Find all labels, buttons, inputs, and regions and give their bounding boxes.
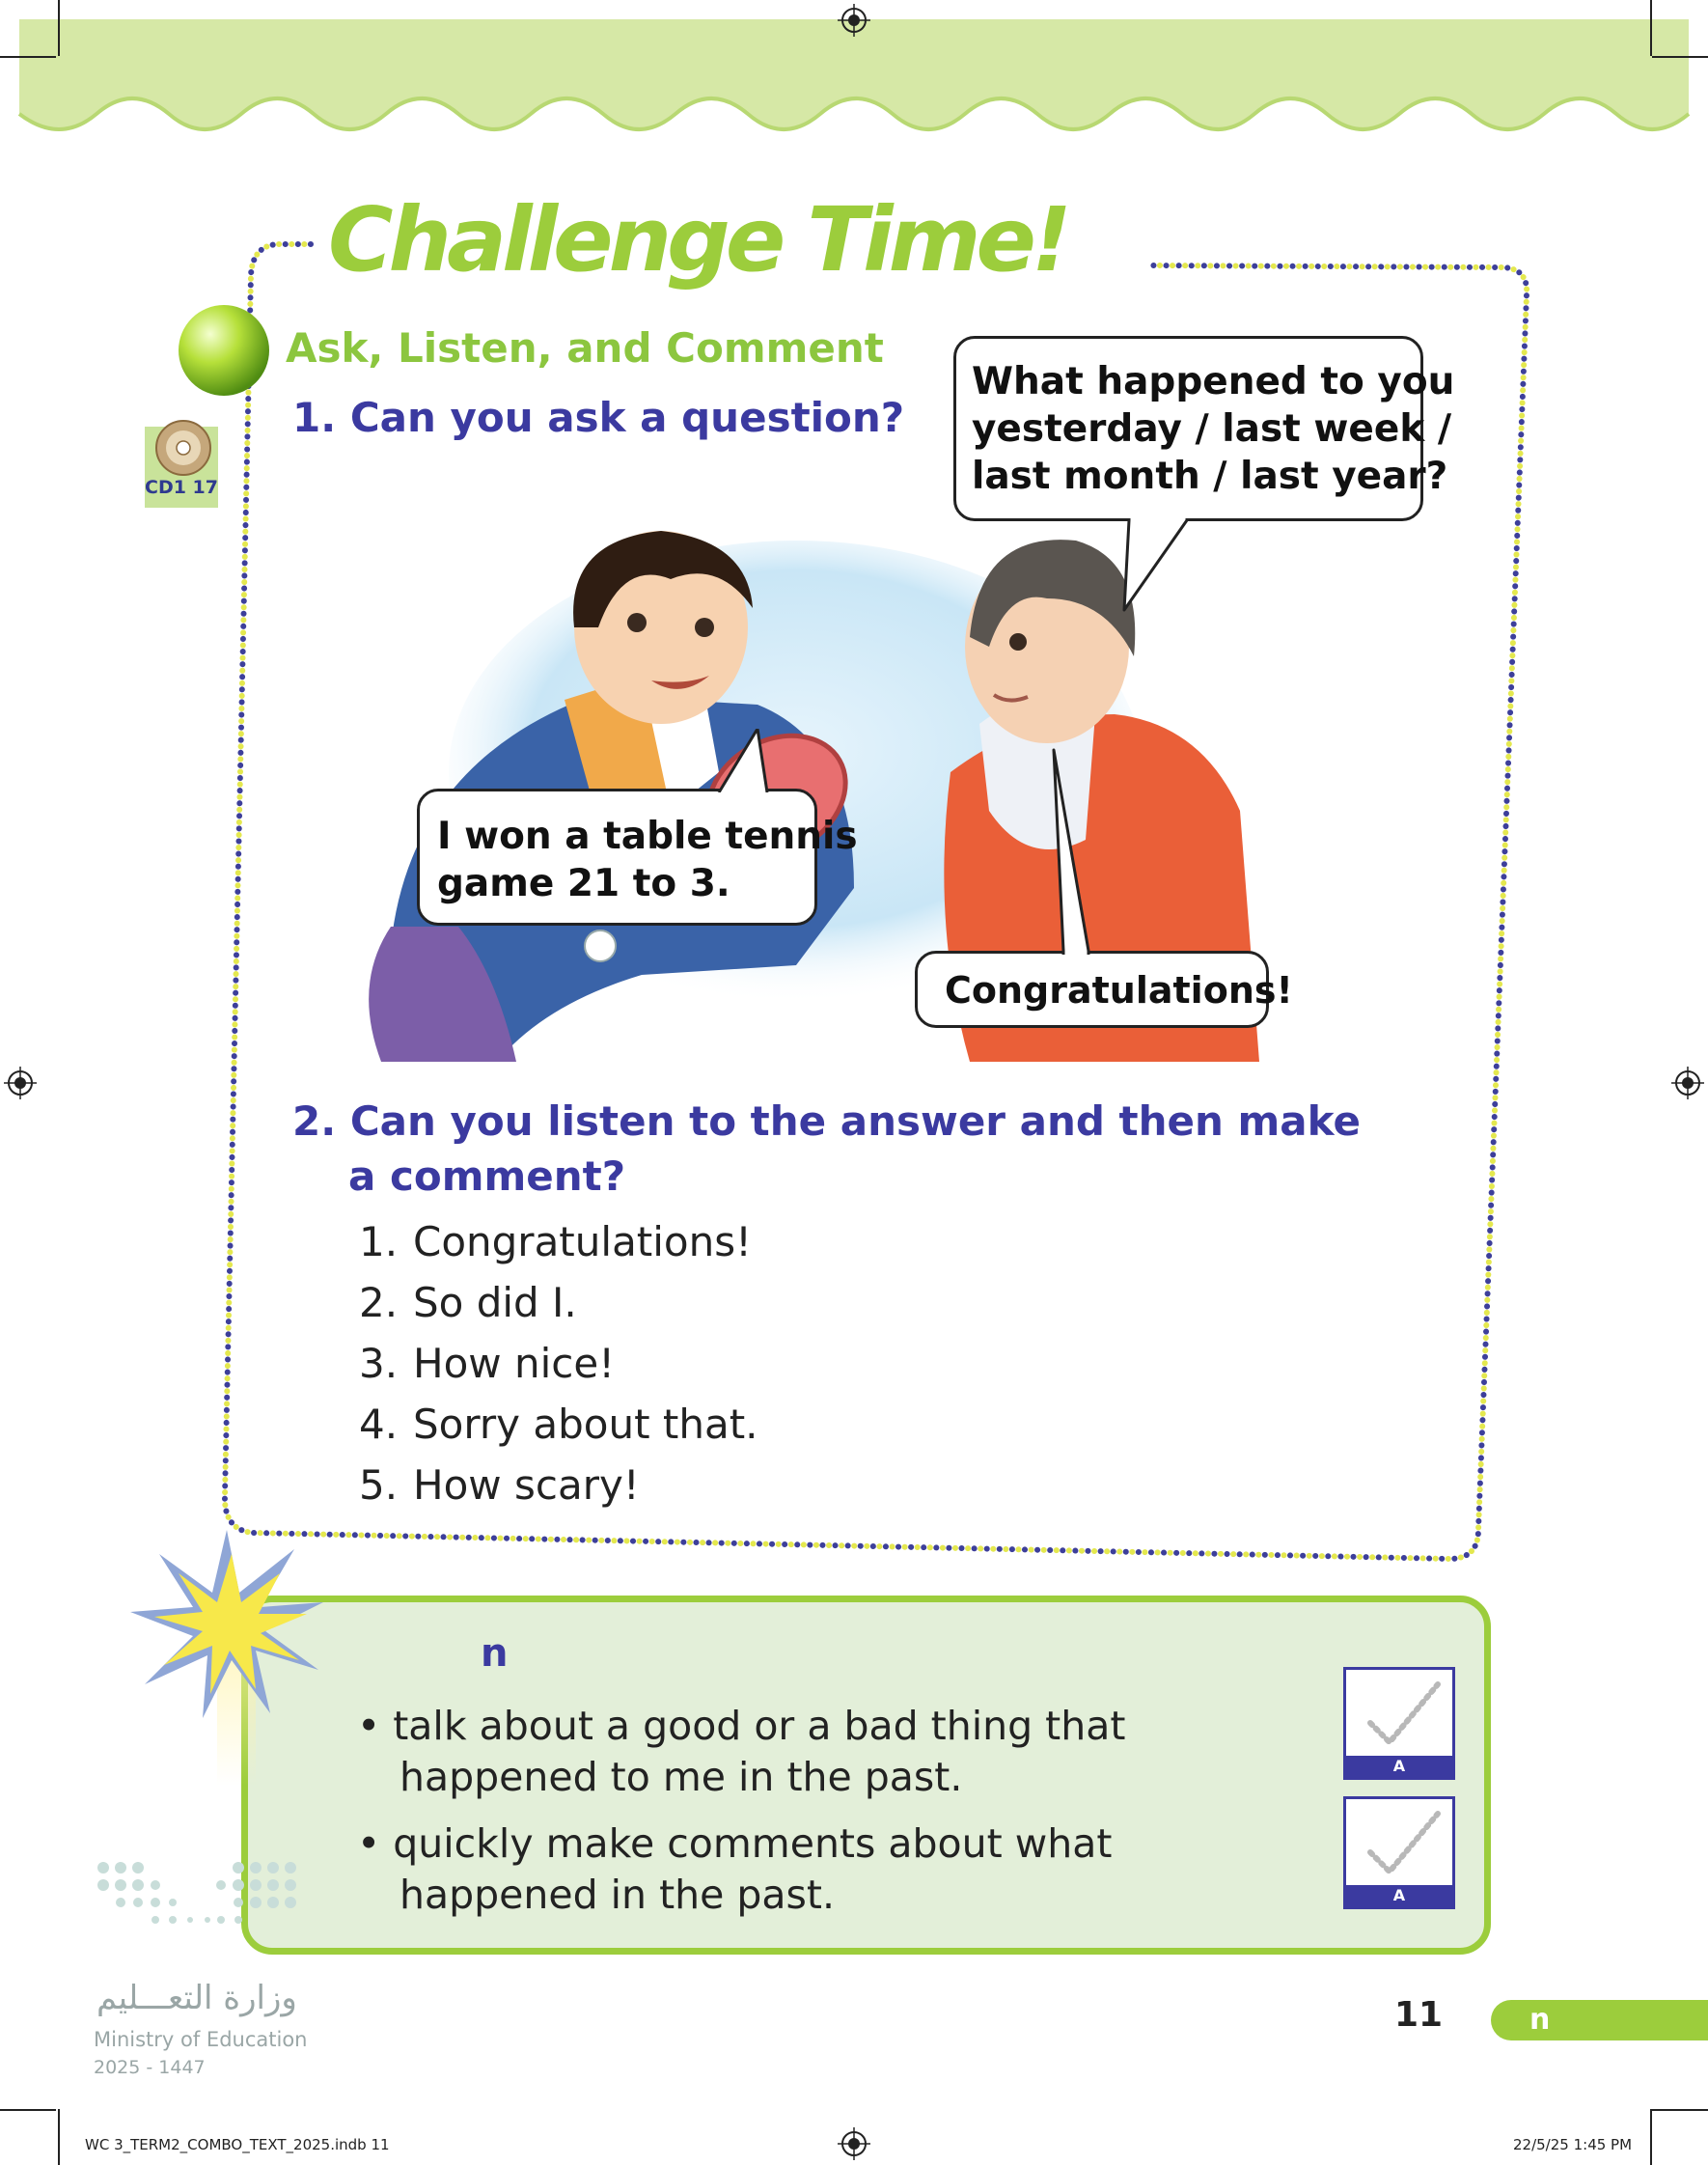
print-slug-date: 22/5/25 1:45 PM — [1513, 2136, 1633, 2153]
section-heading: Ask, Listen, and Comment — [286, 324, 884, 372]
ministry-name-english: Ministry of Education — [94, 2028, 308, 2051]
bubble-tail — [709, 729, 782, 792]
unit-tab: n — [1491, 2000, 1708, 2040]
comment-options-list — [359, 1211, 758, 1515]
starburst-icon — [125, 1525, 328, 1786]
page-title: Challenge Time! — [328, 188, 1067, 291]
question-1-number: 1. — [292, 394, 337, 441]
list-item: 4. Sorry about that. — [359, 1401, 758, 1448]
bubble-line: game 21 to 3. — [437, 862, 730, 905]
list-item: 5. How scary! — [359, 1461, 640, 1509]
list-item: 3. How nice! — [359, 1340, 616, 1387]
question-1-text: Can you ask a question? — [349, 394, 905, 441]
question-speech-bubble — [953, 336, 1455, 521]
ministry-name-arabic: وزارة التعـــليم — [96, 1979, 297, 2017]
goals-heading: n — [481, 1631, 509, 1676]
answer-speech-bubble — [417, 789, 858, 926]
crop-mark — [58, 2109, 60, 2165]
page-number: 11 — [1394, 1995, 1444, 2035]
goal-item: • talk about a good or a bad thing that happened to me in the past. — [357, 1703, 1126, 1800]
self-check-box[interactable] — [1343, 1667, 1455, 1780]
check-box-label: A — [1346, 1756, 1452, 1777]
green-ball-icon — [176, 302, 272, 399]
question-2 — [292, 1094, 1361, 1204]
cd-track-label: CD1 17 — [145, 477, 218, 498]
bubble-line: last month / last year? — [972, 455, 1448, 498]
ministry-logo-icon — [94, 1853, 306, 1969]
crop-mark — [1652, 2109, 1708, 2111]
question-2-number: 2. — [292, 1097, 337, 1145]
registration-mark-icon — [838, 2127, 870, 2160]
question-2-line: a comment? — [348, 1152, 626, 1200]
check-mark-icon — [1346, 1670, 1452, 1757]
print-slug-file: WC 3_TERM2_COMBO_TEXT_2025.indb 11 — [85, 2136, 390, 2153]
check-mark-icon — [1346, 1799, 1452, 1886]
ministry-year: 2025 - 1447 — [94, 2057, 206, 2078]
goal-item: • quickly make comments about what happened in the past. — [357, 1820, 1113, 1918]
question-1 — [292, 394, 904, 441]
bubble-tail — [1119, 518, 1197, 615]
self-check-box[interactable] — [1343, 1796, 1455, 1909]
check-box-label: A — [1346, 1885, 1452, 1906]
bubble-tail — [1052, 748, 1100, 955]
bubble-line: What happened to you — [972, 360, 1455, 403]
crop-mark — [0, 2109, 56, 2111]
list-item: 1. Congratulations! — [359, 1218, 752, 1265]
question-2-line: Can you listen to the answer and then make — [349, 1097, 1361, 1145]
crop-mark — [1650, 2109, 1652, 2165]
list-item: 2. So did I. — [359, 1279, 577, 1326]
bubble-line: Congratulations! — [945, 969, 1293, 1012]
bubble-line: I won a table tennis — [437, 815, 858, 858]
bubble-line: yesterday / last week / — [972, 407, 1452, 451]
comment-speech-bubble — [915, 951, 1293, 1028]
